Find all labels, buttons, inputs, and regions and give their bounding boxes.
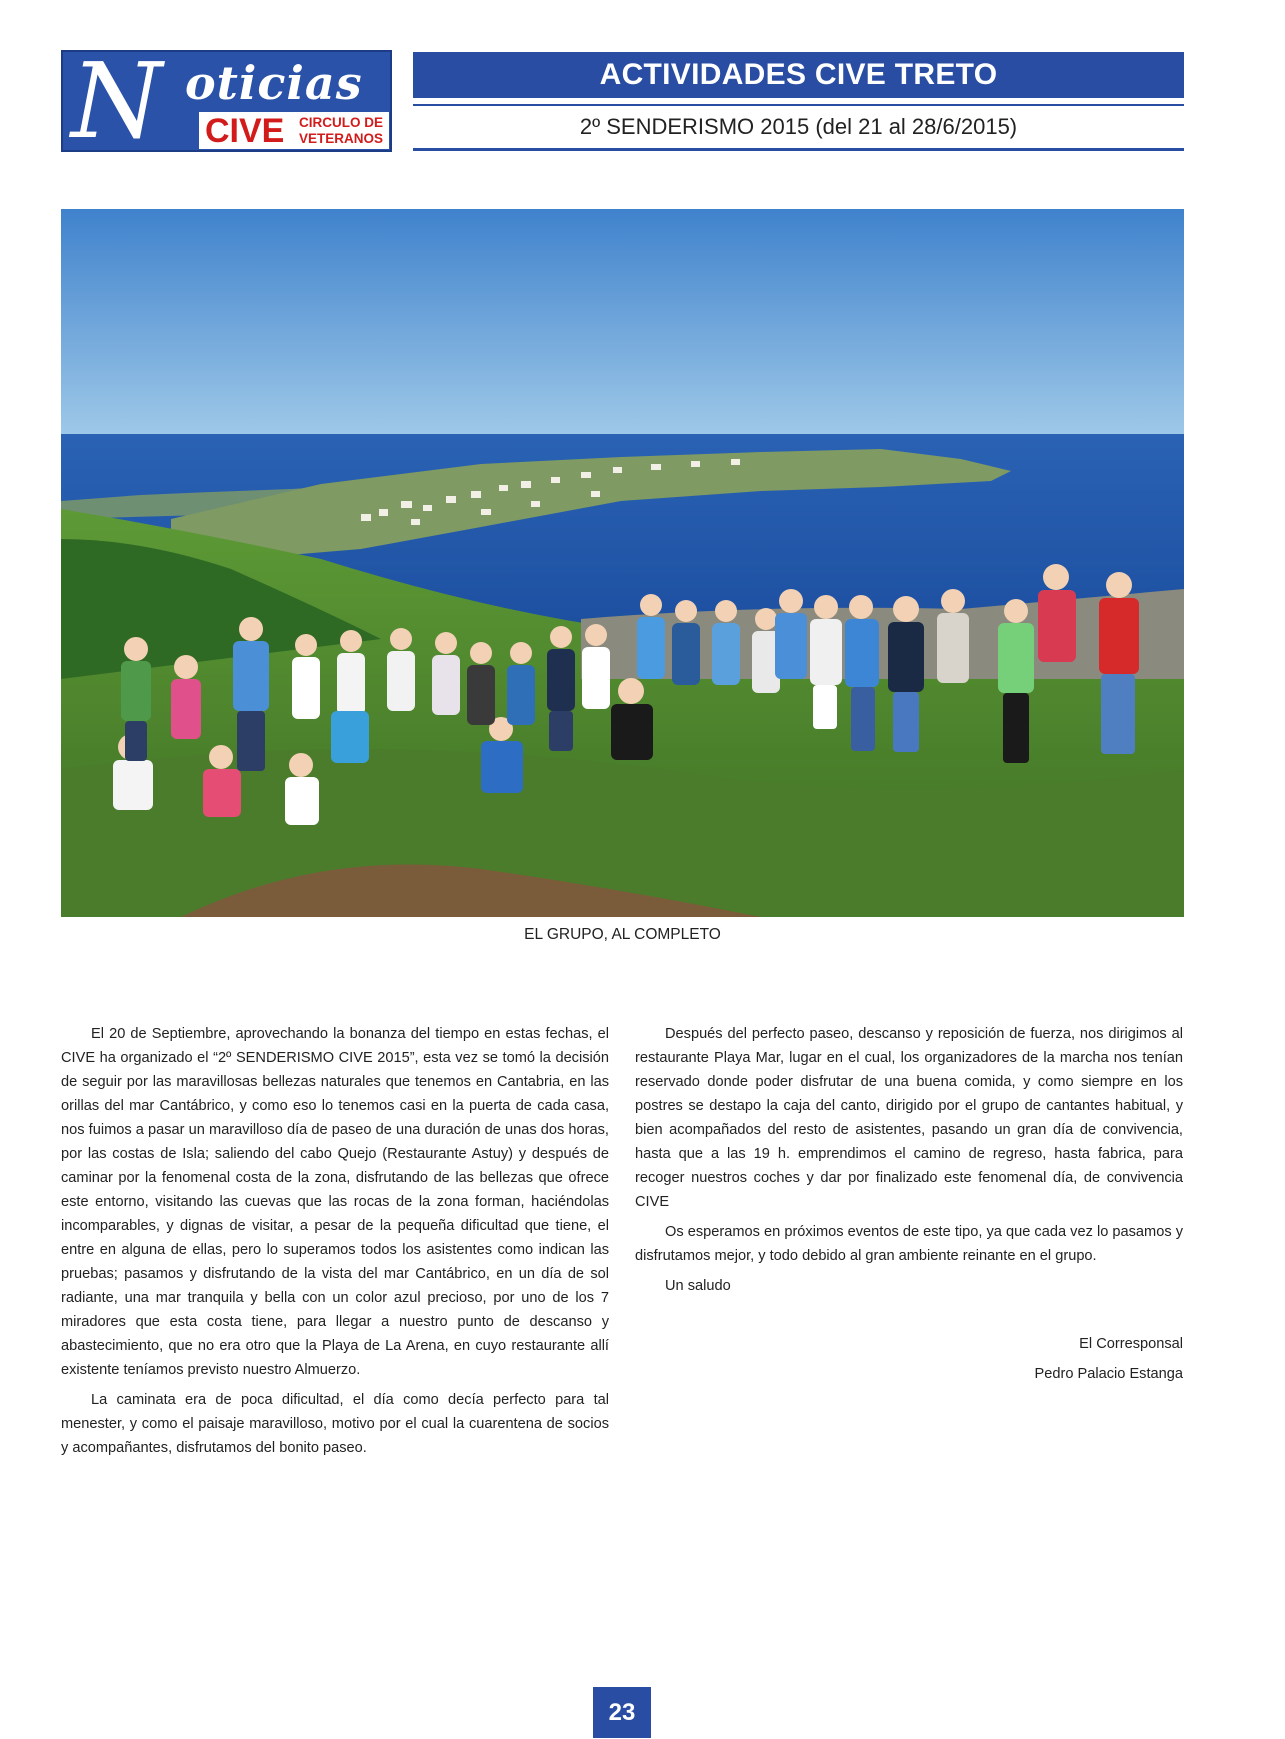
logo-brand: CIVE (205, 112, 285, 150)
signature-role: El Corresponsal (1079, 1336, 1183, 1352)
logo-subtitle (295, 115, 387, 147)
logo-brand-box (199, 112, 389, 149)
title-rule-bottom (413, 148, 1184, 151)
noticias-cive-logo (61, 40, 392, 162)
article-paragraph: El 20 de Septiembre, aprovechando la bonanza del tiempo en estas fechas, el CIVE ha organizado el “2º SENDERISMO CIVE 2015”, esta vez se tomó la decisión de seguir por las maravillosas bellezas naturales que tenemos en Cantabria, en las orillas del mar Cantábrico, y como eso lo tenemos casi en la puerta de cada casa, nos fuimos a pasar un maravilloso día de paseo de una duración de unas dos horas, por las costas de Isla; saliendo del cabo Quejo (Restaurante Astuy) y después de caminar por la fenomenal costa de la zona, disfrutando de las bellezas que ofrece este entorno, visitando las cuevas que las rocas de la zona forman, haciéndolas incomparables, y dignas de visitar, a pesar de la pequeña dificultad que tiene, el entre en alguna de ellas, pero lo superamos todos los asistentes como indican las pruebas; pasamos y disfrutando de la vista del mar Cantábrico, en un día de sol radiante, una mar tranquila y bella con un color azul precioso, por uno de los 7 miradores que esta costa tiene, para llegar a nuestro punto de descanso y abastecimiento, que no era otro que la Playa de La Arena, en cuyo restaurante allí existente teníamos previsto nuestro Almuerzo. (61, 1026, 609, 1378)
section-title: ACTIVIDADES CIVE TRETO (413, 52, 1184, 98)
article-paragraph: Después del perfecto paseo, descanso y reposición de fuerza, nos dirigimos al restaurante Playa Mar, lugar en el cual, los organizadores de la marcha nos tenían reservado donde poder disfrutar de una buena comida, y como siempre en los postres se destapo la caja del canto, dirigido por el grupo de cantantes habitual, y bien acompañados del resto de asistentes, pasando un gran día de convivencia, hasta que a las 19 h. emprendimos el camino de regreso, hasta fabrica, para recoger nuestros coches y dar por finalizado este fenomenal día, de convivencia CIVE (635, 1026, 1183, 1210)
logo-sub-line1: CIRCULO DE (299, 115, 383, 130)
title-rule-top (413, 104, 1184, 106)
article-left-column (61, 1022, 609, 1466)
logo-initial: N (71, 40, 162, 162)
group-photo-illustration (61, 209, 1184, 917)
group-photo (61, 209, 1184, 917)
article-closing: Un saludo (665, 1278, 731, 1294)
section-subtitle: 2º SENDERISMO 2015 (del 21 al 28/6/2015) (579, 114, 1018, 139)
signature-name: Pedro Palacio Estanga (1034, 1366, 1183, 1382)
article-paragraph: Os esperamos en próximos eventos de este tipo, ya que cada vez lo pasamos y disfrutamos mejor, y todo debido al gran ambiente reinante en el grupo. (635, 1224, 1183, 1264)
photo-caption: EL GRUPO, AL COMPLETO (524, 926, 721, 943)
logo-sub-line2: VETERANOS (298, 131, 383, 146)
article-right-column (635, 1022, 1183, 1304)
logo-word: oticias (185, 56, 363, 110)
article-paragraph: La caminata era de poca dificultad, el día como decía perfecto para tal menester, y como el paisaje maravilloso, motivo por el cual la cuarentena de socios y acompañantes, disfrutamos del bonito paseo. (61, 1392, 609, 1456)
page-number: 23 (593, 1687, 651, 1738)
